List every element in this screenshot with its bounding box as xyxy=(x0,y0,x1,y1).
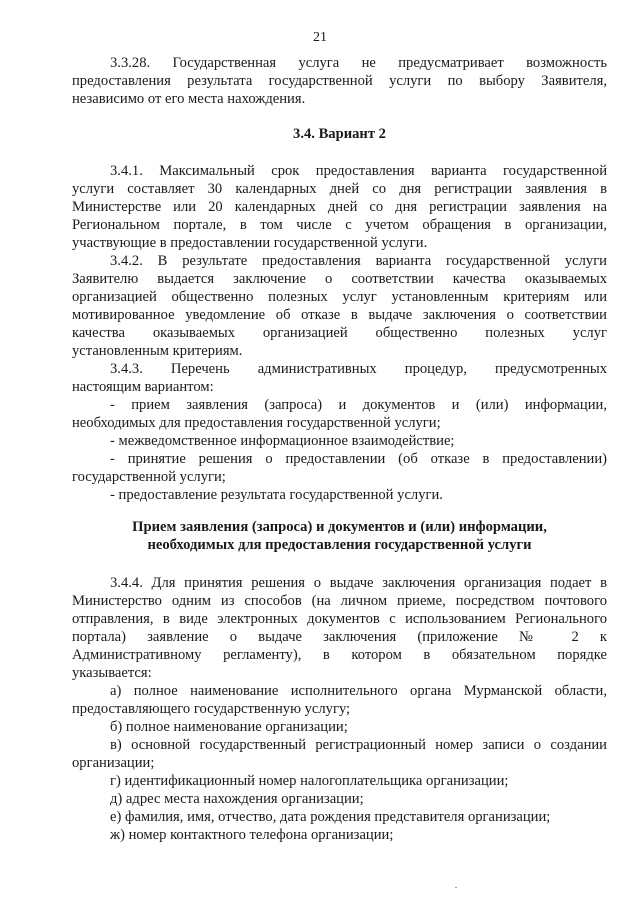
text-line: Административному регламенту), в котором в обязательном порядке xyxy=(72,647,607,663)
text-line: 3.4.4. Для принятия решения о выдаче заключения организация подает в xyxy=(110,575,607,591)
text-line: государственной услуги; xyxy=(72,469,226,485)
text-line: организацией общественно полезных услуг установленным критериям или xyxy=(72,289,607,305)
text-line: Заявителю выдается заключение о соответствии качества оказываемых xyxy=(72,271,607,287)
text-line: 3.3.28. Государственная услуга не предусматривает возможность xyxy=(110,55,607,71)
text-line: - принятие решения о предоставлении (об отказе в предоставлении) xyxy=(110,451,607,467)
text-line: г) идентификационный номер налогоплательщика организации; xyxy=(110,773,509,789)
text-line: настоящим вариантом: xyxy=(72,379,214,395)
text-line: независимо от его места нахождения. xyxy=(72,91,306,107)
text-line: - прием заявления (запроса) и документов и (или) информации, xyxy=(110,397,607,413)
text-line: Министерстве или 20 календарных дней со дня регистрации заявления на xyxy=(72,199,607,215)
subsection-heading-line-1: Прием заявления (запроса) и документов и (или) информации, xyxy=(132,519,547,535)
text-line: е) фамилия, имя, отчество, дата рождения представителя организации; xyxy=(110,809,551,825)
text-line: в) основной государственный регистрационный номер записи о создании xyxy=(110,737,607,753)
text-line: предоставления результата государственной услуги по выбору Заявителя, xyxy=(72,73,607,89)
subsection-heading-line-2: необходимых для предоставления государственной услуги xyxy=(147,537,532,553)
text-line: - межведомственное информационное взаимодействие; xyxy=(110,433,455,449)
text-line: д) адрес места нахождения организации; xyxy=(110,791,364,807)
section-heading: 3.4. Вариант 2 xyxy=(293,126,386,142)
text-line: Региональном портале, в том числе с учетом обращения в организации, xyxy=(72,217,607,233)
text-line: 3.4.1. Максимальный срок предоставления варианта государственной xyxy=(110,163,607,179)
page-number: 21 xyxy=(313,30,327,45)
text-line: указывается: xyxy=(72,665,152,681)
text-line: организации; xyxy=(72,755,155,771)
text-line: отправления, в виде электронных документов с использованием Регионального xyxy=(72,611,607,627)
text-line: установленным критериям. xyxy=(72,343,243,359)
text-line: мотивированное уведомление об отказе в выдаче заключения о соответствии xyxy=(72,307,607,323)
text-line: предоставляющего государственную услугу; xyxy=(72,701,351,717)
text-line: 3.4.2. В результате предоставления варианта государственной услуги xyxy=(110,253,607,269)
text-line: - предоставление результата государственной услуги. xyxy=(110,487,443,503)
text-line: портала) заявление о выдаче заключения (приложение № 2 к xyxy=(72,629,607,645)
text-line: б) полное наименование организации; xyxy=(110,719,348,735)
scan-artifact xyxy=(455,887,457,888)
text-line: качества оказываемых организацией общественно полезных услуг xyxy=(72,325,607,341)
text-line: необходимых для предоставления государственной услуги; xyxy=(72,415,441,431)
text-line: Министерство одним из способов (на личном приеме, посредством почтового xyxy=(72,593,607,609)
text-line: участвующие в предоставлении государственной услуги. xyxy=(72,235,428,251)
text-line: а) полное наименование исполнительного органа Мурманской области, xyxy=(110,683,607,699)
text-line: услуги составляет 30 календарных дней со дня регистрации заявления в xyxy=(72,181,607,197)
text-line: 3.4.3. Перечень административных процедур, предусмотренных xyxy=(110,361,607,377)
text-line: ж) номер контактного телефона организации; xyxy=(110,827,394,843)
